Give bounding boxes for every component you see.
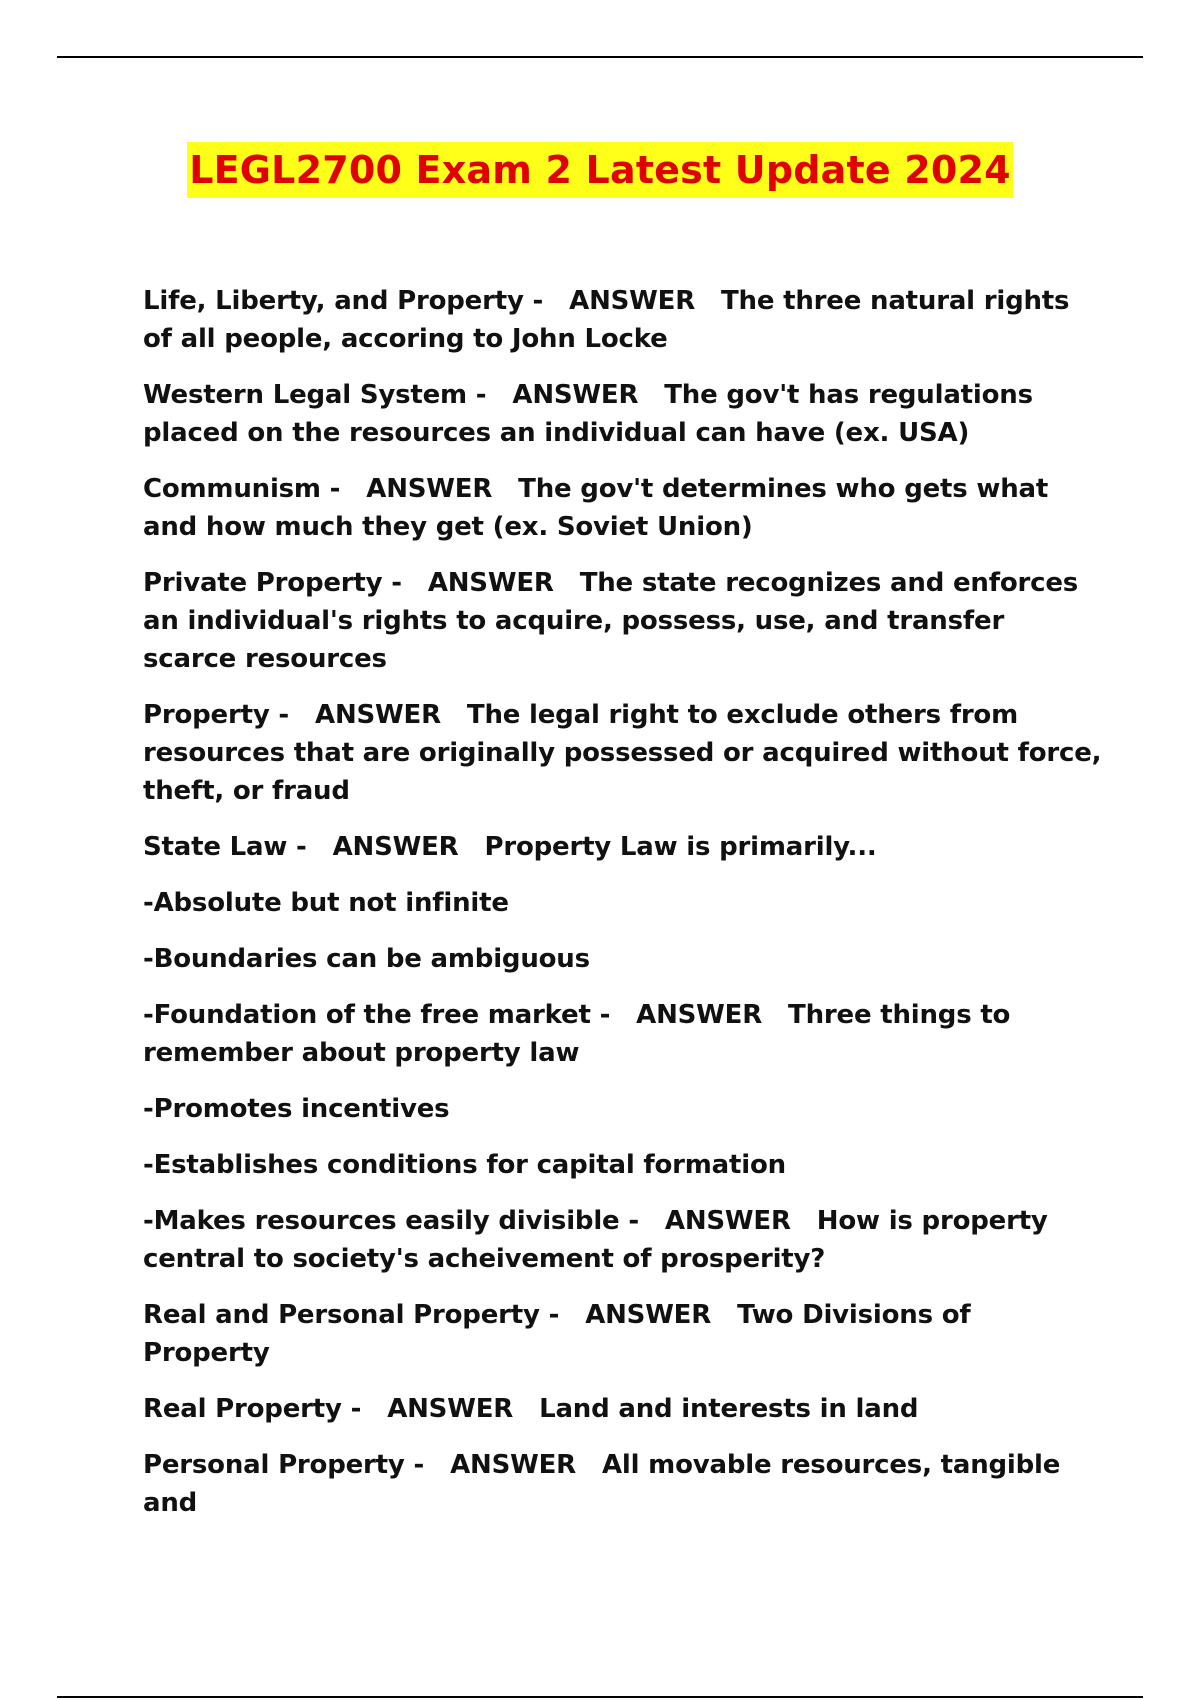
entry-answer: Two Divisions of Property [143,1300,971,1368]
answer-label: ANSWER [315,700,441,730]
list-item [143,1296,1103,1372]
entry-term: -Makes resources easily divisible - [143,1206,639,1236]
answer-label: ANSWER [427,568,554,598]
answer-label: ANSWER [450,1450,576,1480]
entry-term: Real Property - [143,1394,362,1424]
list-item [143,828,1103,866]
entry-answer: Property Law is primarily... [484,832,877,862]
entry-answer: The gov't has regulations placed on the resources an individual can have (ex. USA) [143,380,1033,448]
entry-term: Private Property - [143,568,402,598]
flashcard-list [143,282,1103,1540]
list-item [143,1202,1103,1278]
entry-term: Real and Personal Property - [143,1300,560,1330]
answer-label: ANSWER [387,1394,514,1424]
bottom-rule [57,1696,1143,1698]
list-item [143,376,1103,452]
answer-label: ANSWER [332,832,459,862]
answer-label: ANSWER [569,286,696,316]
list-item [143,1446,1103,1522]
entry-term: Western Legal System - [143,380,487,410]
answer-label: ANSWER [366,474,493,504]
entry-term: State Law - [143,832,307,862]
document-title: LEGL2700 Exam 2 Latest Update 2024 [187,142,1013,198]
entry-term: -Foundation of the free market - [143,1000,611,1030]
list-item [143,470,1103,546]
answer-label: ANSWER [585,1300,712,1330]
entry-answer: The gov't determines who gets what and how much they get (ex. Soviet Union) [143,474,1049,542]
top-rule [57,56,1143,58]
list-item [143,1390,1103,1428]
list-item [143,996,1103,1072]
entry-answer: The state recognizes and enforces an individual's rights to acquire, possess, use, and transfer scarce resources [143,568,1079,674]
list-item [143,282,1103,358]
list-item-plain: -Absolute but not infinite [143,888,509,918]
entry-term: Personal Property - [143,1450,425,1480]
entry-answer: Three things to remember about property law [143,1000,1011,1068]
title-container [0,142,1200,198]
entry-answer: The three natural rights of all people, accoring to John Locke [143,286,1070,354]
entry-answer: The legal right to exclude others from resources that are originally possessed or acquired without force, theft, or fraud [143,700,1102,806]
entry-term: Property - [143,700,290,730]
list-item-plain: -Establishes conditions for capital formation [143,1150,786,1180]
entry-answer: How is property central to society's acheivement of prosperity? [143,1206,1048,1274]
entry-term: Communism - [143,474,341,504]
answer-label: ANSWER [636,1000,763,1030]
answer-label: ANSWER [664,1206,791,1236]
answer-label: ANSWER [512,380,639,410]
entry-answer: Land and interests in land [539,1394,919,1424]
list-item-plain: -Boundaries can be ambiguous [143,944,590,974]
list-item-plain: -Promotes incentives [143,1094,450,1124]
list-item [143,564,1103,678]
entry-term: Life, Liberty, and Property - [143,286,544,316]
entry-answer: All movable resources, tangible and [143,1450,1061,1518]
list-item [143,696,1103,810]
